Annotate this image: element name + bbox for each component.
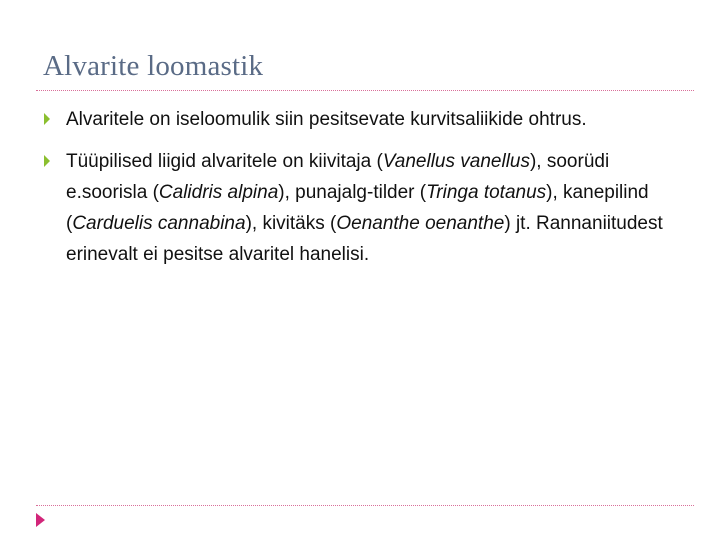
bullet-text: ), kivitäks ( bbox=[245, 213, 337, 234]
species-name-carduelis: Carduelis cannabina bbox=[72, 213, 246, 234]
species-name-calidris: Calidris alpina bbox=[158, 182, 279, 203]
bullet-text: ), kanepilind ( bbox=[66, 182, 649, 234]
slide-title: Alvarite loomastik bbox=[43, 50, 264, 82]
next-slide-icon[interactable] bbox=[36, 513, 45, 527]
bullet-item bbox=[44, 104, 694, 135]
bullet-item bbox=[44, 146, 694, 270]
species-name-vanellus: Vanellus vanellus bbox=[382, 151, 530, 172]
bullet-text: ), soorüdi e.soorisla ( bbox=[66, 151, 610, 203]
title-divider bbox=[36, 90, 694, 91]
bullet-text: Alvaritele on iseloomulik siin pesitsevate kurvitsaliikide ohtrus. bbox=[66, 109, 587, 130]
species-name-oenanthe: Oenanthe oenanthe bbox=[336, 213, 505, 234]
bullet-list bbox=[44, 104, 694, 281]
triangle-right-icon bbox=[44, 155, 50, 167]
bullet-text: ) jt. Rannaniitudest erinevalt ei pesitse alvaritel hanelisi. bbox=[66, 213, 663, 265]
triangle-right-icon bbox=[44, 113, 50, 125]
footer-divider bbox=[36, 505, 694, 506]
bullet-text: Tüüpilised liigid alvaritele on kiivitaja ( bbox=[66, 151, 383, 172]
bullet-text: ), punajalg-tilder ( bbox=[278, 182, 427, 203]
species-name-tringa: Tringa totanus bbox=[426, 182, 547, 203]
